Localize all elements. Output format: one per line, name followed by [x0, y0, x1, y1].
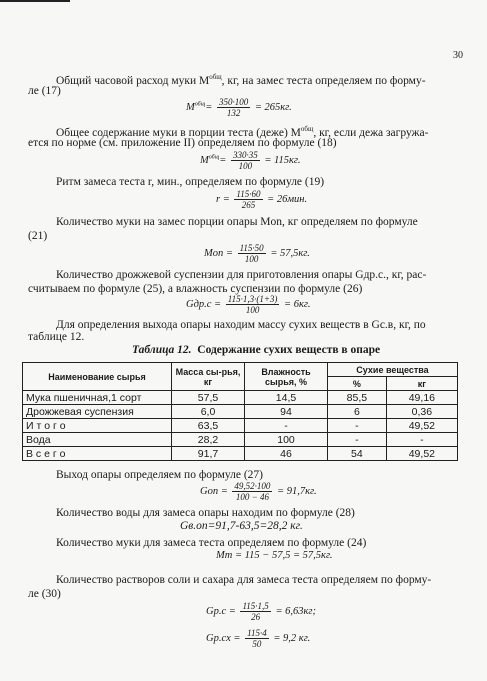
paragraph-5-line-2: считываем по формуле (25), а влажность суспензии по формуле (26): [28, 283, 363, 295]
table-caption: Таблица 12. Содержание сухих веществ в опаре: [132, 344, 381, 356]
paragraph-7: Выход опары определяем по формуле (27): [56, 469, 264, 481]
cell-kg: 49,16: [386, 391, 457, 405]
paragraph-9: Количество муки для замеса теста определяем по формуле (24): [56, 537, 367, 549]
formula-19: r = $\frac{115\cdot 60}{265}$ = 26мин.: [216, 189, 308, 210]
paragraph-6-line-2: таблице 12.: [28, 331, 85, 343]
paragraph-4-line-2: (21): [28, 230, 48, 242]
cell-moisture: 14,5: [245, 391, 328, 405]
table-row: [23, 405, 458, 419]
paragraph-10-line-1: Количество растворов соли и сахара для замеса теста определяем по форму-: [56, 574, 432, 586]
top-rule: [0, 0, 70, 2]
cell-moisture: 46: [245, 447, 328, 461]
header-moisture: Влажность сырья, %: [245, 363, 328, 391]
table-row: [23, 447, 458, 461]
paragraph-3: Ритм замеса теста r, мин., определяем по формуле (19): [56, 176, 325, 188]
paragraph-5-line-1: Количество дрожжевой суспензии для приготовления опары Gдр.с., кг, рас-: [56, 269, 427, 281]
header-mass: Масса сы-рья, кг: [172, 363, 245, 391]
page-number: 30: [453, 50, 463, 61]
cell-mass: 6,0: [172, 405, 245, 419]
paragraph-2-line-1: Общее содержание муки в порции теста (деже) $M^{общ}$, кг, если дежа загружа-: [56, 125, 429, 139]
cell-percent: 85,5: [328, 391, 387, 405]
paragraph-1-line-1: Общий часовой расход муки $M^{общ}$, кг, на замес теста определяем по форму-: [56, 73, 426, 87]
table-row: [23, 419, 458, 433]
cell-percent: 54: [328, 447, 387, 461]
paragraph-1-line-2: ле (17): [28, 85, 61, 97]
dry-matter-table: [22, 362, 458, 461]
formula-21: Mon = $\frac{115\cdot 50}{100}$ = 57,5кг.: [204, 243, 310, 264]
cell-percent: 6: [328, 405, 387, 419]
formula-30-salt: Gp.c = $\frac{115\cdot 1,5}{26}$ = 6,63кг;: [206, 601, 317, 622]
cell-name: Вода: [23, 433, 172, 447]
header-percent: %: [328, 377, 387, 391]
cell-mass: 91,7: [172, 447, 245, 461]
table-row: [23, 391, 458, 405]
cell-moisture: 94: [245, 405, 328, 419]
paragraph-8: Количество воды для замеса опары находим по формуле (28): [56, 507, 355, 519]
cell-mass: 28,2: [172, 433, 245, 447]
cell-name: Дрожжевая суспензия: [23, 405, 172, 419]
formula-25: Gдр.с = $\frac{115\cdot 1,3\cdot(1+3)}{100}$ = 6кг.: [186, 294, 311, 315]
cell-mass: 57,5: [172, 391, 245, 405]
header-dry-matter: Сухие вещества: [328, 363, 458, 377]
cell-kg: 49,52: [386, 419, 457, 433]
paragraph-4-line-1: Количество муки на замес порции опары Mon, кг определяем по формуле: [56, 216, 418, 228]
formula-17: $M^{общ}=$ $\frac{350\cdot 100}{132}$ = 265кг.: [186, 97, 292, 118]
paragraph-10-line-2: ле (30): [28, 588, 61, 600]
formula-28: Gв.on=91,7-63,5=28,2 кг.: [180, 520, 303, 532]
formula-27: Gon = $\frac{49,52\cdot 100}{100 - 46}$ = 91,7кг.: [200, 481, 317, 502]
header-name: Наименование сырья: [23, 363, 172, 391]
formula-18: $M^{общ}=$ $\frac{330\cdot 35}{100}$ = 115кг.: [200, 150, 301, 171]
cell-mass: 63,5: [172, 419, 245, 433]
formula-30-sugar: Gp.cx = $\frac{115\cdot 4}{50}$ = 9,2 кг.: [206, 628, 311, 649]
table-row: [23, 433, 458, 447]
paragraph-6-line-1: Для определения выхода опары находим массу сухих веществ в Gс.в, кг, по: [56, 319, 426, 331]
paragraph-2-line-2: ется по норме (см. приложение II) определяем по формуле (18): [28, 137, 337, 149]
formula-24: Mm = 115 − 57,5 = 57,5кг.: [216, 550, 333, 561]
cell-name: Мука пшеничная,1 сорт: [23, 391, 172, 405]
cell-kg: -: [386, 433, 457, 447]
cell-moisture: 100: [245, 433, 328, 447]
cell-name: В с е г о: [23, 447, 172, 461]
cell-percent: -: [328, 433, 387, 447]
cell-moisture: -: [245, 419, 328, 433]
cell-kg: 0,36: [386, 405, 457, 419]
header-kg: кг: [386, 377, 457, 391]
cell-name: И т о г о: [23, 419, 172, 433]
cell-percent: -: [328, 419, 387, 433]
cell-kg: 49,52: [386, 447, 457, 461]
